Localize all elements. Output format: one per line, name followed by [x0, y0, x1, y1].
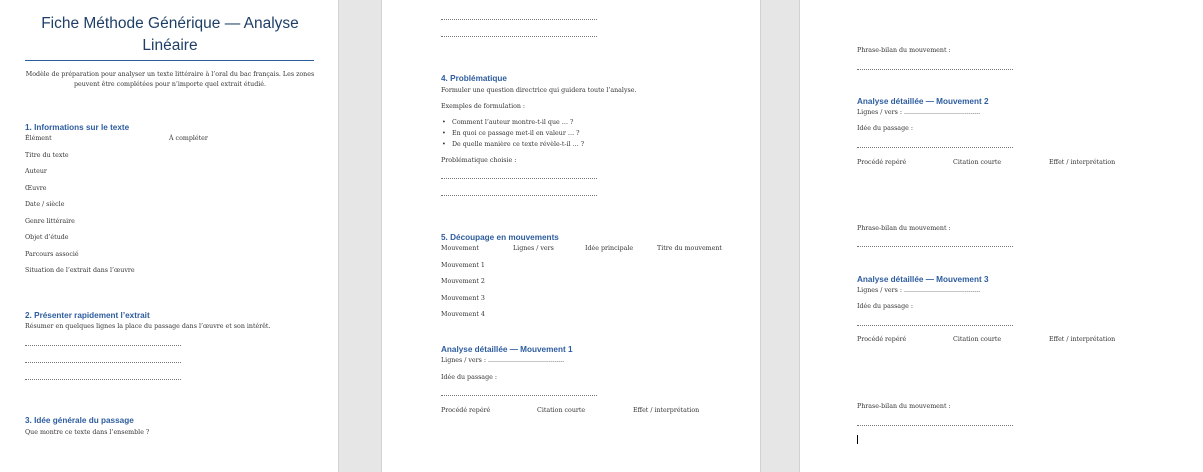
- text-cursor: [857, 435, 858, 444]
- answer-line[interactable]: [25, 362, 181, 363]
- table-header: Procédé repéré: [441, 407, 491, 414]
- table-row[interactable]: Objet d’étude: [25, 234, 69, 241]
- idea-label: Idée du passage :: [857, 303, 913, 310]
- answer-line[interactable]: [441, 195, 597, 196]
- table-row[interactable]: Mouvement 2: [441, 278, 485, 285]
- table-header: Citation courte: [953, 159, 1002, 166]
- table-header: Lignes / vers: [513, 245, 554, 252]
- lines-label[interactable]: Lignes / vers : ......................................: [857, 109, 981, 116]
- list-item: • Comment l’auteur montre-t-il que … ?: [452, 119, 573, 126]
- answer-line[interactable]: [25, 379, 181, 380]
- lines-label[interactable]: Lignes / vers : ......................................: [857, 287, 981, 294]
- table-row[interactable]: Œuvre: [25, 185, 47, 192]
- table-header: Titre du mouvement: [657, 245, 722, 252]
- page-gutter: [338, 0, 382, 472]
- answer-line[interactable]: [857, 425, 1013, 426]
- intro-text: Modèle de préparation pour analyser un texte littéraire à l’oral du bac français. Les zones peuvent être complétées pour n’importe quel extrait étudié.: [25, 71, 315, 88]
- document-page-3[interactable]: [800, 0, 1203, 472]
- answer-line[interactable]: [441, 178, 597, 179]
- bilan-label: Phrase-bilan du mouvement :: [857, 403, 951, 410]
- table-row[interactable]: Mouvement 3: [441, 295, 485, 302]
- examples-label: Exemples de formulation :: [441, 103, 526, 110]
- answer-line[interactable]: [857, 246, 1013, 247]
- table-header: Procédé repéré: [857, 159, 907, 166]
- title-underline: [25, 60, 314, 61]
- section-instruction: Que montre ce texte dans l’ensemble ?: [25, 429, 150, 436]
- table-row[interactable]: Situation de l’extrait dans l’œuvre: [25, 267, 135, 274]
- table-header: Effet / interprétation: [1049, 336, 1116, 343]
- idea-label: Idée du passage :: [441, 374, 497, 381]
- answer-line[interactable]: [441, 395, 597, 396]
- table-row[interactable]: Titre du texte: [25, 152, 69, 159]
- answer-line[interactable]: [857, 325, 1013, 326]
- answer-line[interactable]: [25, 345, 181, 346]
- list-item: • De quelle manière ce texte révèle-t-il … ?: [452, 141, 584, 148]
- table-row[interactable]: Date / siècle: [25, 201, 65, 208]
- lines-label[interactable]: Lignes / vers : ......................................: [441, 357, 565, 364]
- answer-line[interactable]: [857, 69, 1013, 70]
- movement-heading-2: Analyse détaillée — Mouvement 2: [857, 97, 989, 106]
- document-title: Fiche Méthode Générique — Analyse Linéaire: [41, 15, 299, 54]
- table-header-complete: À compléter: [169, 135, 208, 142]
- bilan-label: Phrase-bilan du mouvement :: [857, 225, 951, 232]
- table-header: Effet / interprétation: [633, 407, 700, 414]
- table-row[interactable]: Genre littéraire: [25, 218, 75, 225]
- answer-line[interactable]: [441, 36, 597, 37]
- table-header: Procédé repéré: [857, 336, 907, 343]
- answer-line[interactable]: [857, 147, 1013, 148]
- section-heading-3: 3. Idée générale du passage: [25, 416, 134, 425]
- movement-heading-3: Analyse détaillée — Mouvement 3: [857, 275, 989, 284]
- answer-line[interactable]: [441, 19, 597, 20]
- table-header: Citation courte: [537, 407, 586, 414]
- section-instruction: Résumer en quelques lignes la place du passage dans l’œuvre et son intérêt.: [25, 323, 271, 330]
- table-header: Effet / interprétation: [1049, 159, 1116, 166]
- movement-heading-1: Analyse détaillée — Mouvement 1: [441, 345, 573, 354]
- table-header: Citation courte: [953, 336, 1002, 343]
- section-heading-1: 1. Informations sur le texte: [25, 123, 130, 132]
- list-item: • En quoi ce passage met-il en valeur … ?: [452, 130, 580, 137]
- section-heading-2: 2. Présenter rapidement l’extrait: [25, 311, 150, 320]
- table-header-element: Élément: [25, 135, 52, 142]
- document-page-1[interactable]: [0, 0, 338, 472]
- chosen-problematic-label: Problématique choisie :: [441, 157, 517, 164]
- document-page-2[interactable]: [382, 0, 760, 472]
- bilan-label: Phrase-bilan du mouvement :: [857, 47, 951, 54]
- section-heading-5: 5. Découpage en mouvements: [441, 233, 559, 242]
- page-gutter: [760, 0, 800, 472]
- table-row[interactable]: Mouvement 1: [441, 262, 485, 269]
- idea-label: Idée du passage :: [857, 125, 913, 132]
- section-instruction: Formuler une question directrice qui guidera toute l’analyse.: [441, 87, 637, 94]
- table-header: Idée principale: [585, 245, 634, 252]
- section-heading-4: 4. Problématique: [441, 74, 507, 83]
- table-row[interactable]: Parcours associé: [25, 251, 79, 258]
- table-header: Mouvement: [441, 245, 479, 252]
- table-row[interactable]: Auteur: [25, 168, 47, 175]
- table-row[interactable]: Mouvement 4: [441, 311, 485, 318]
